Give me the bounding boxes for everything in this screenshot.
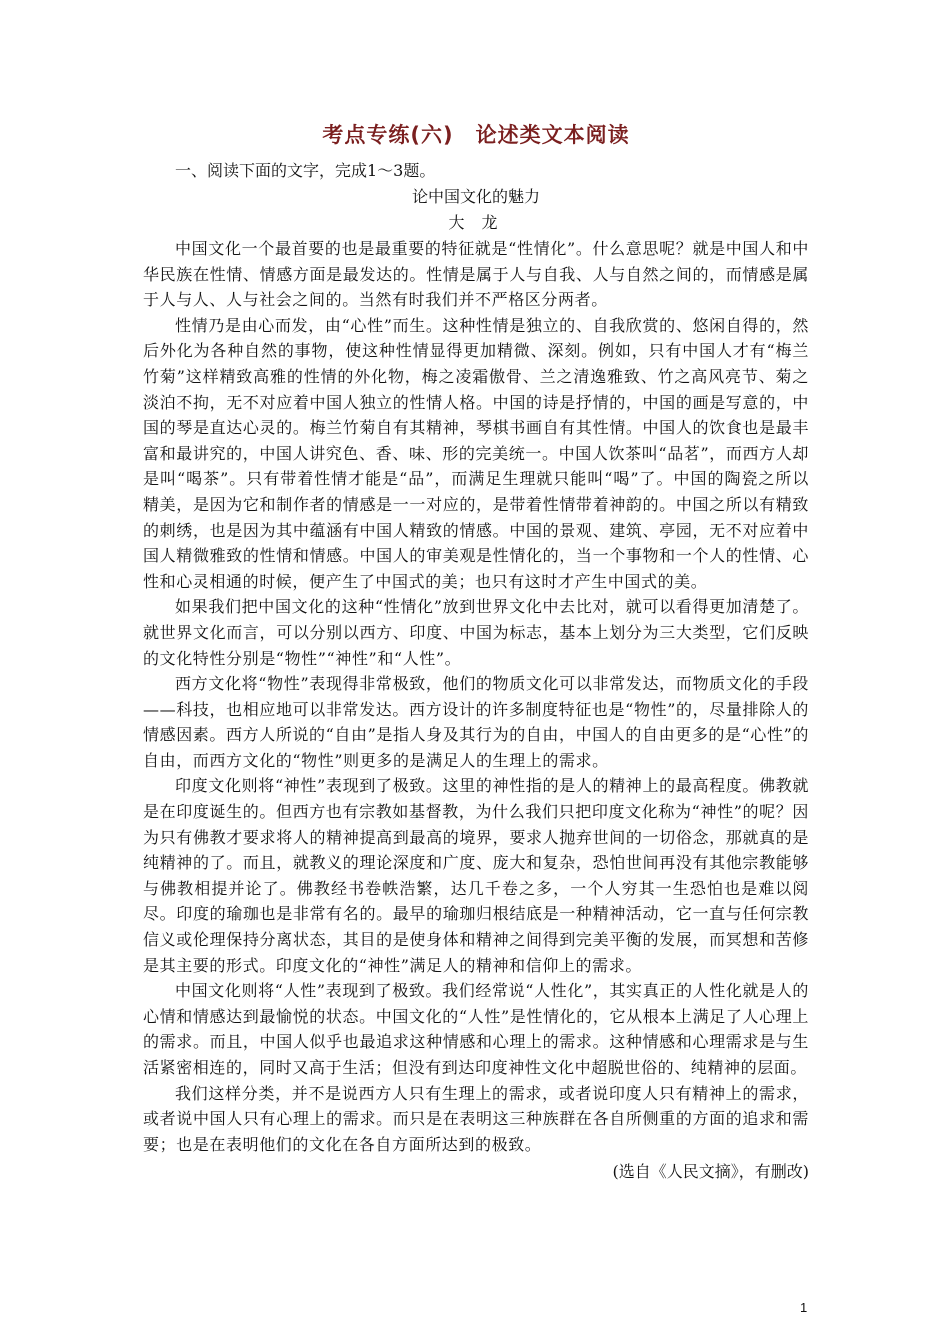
page-title: 考点专练(六) 论述类文本阅读 xyxy=(322,123,630,147)
article-source: (选自《人民文摘》，有删改) xyxy=(612,1162,809,1182)
question-instruction: 一、阅读下面的文字，完成1～3题。 xyxy=(175,161,436,180)
article-paragraph: 我们这样分类，并不是说西方人只有生理上的需求，或者说印度人只有精神上的需求，或者说中国人只有心理上的需求。而只是在表明这三种族群在各自所侧重的方面的追求和需要；也是在表明他们的文化在各自方面所达到的极致。 xyxy=(143,1083,809,1154)
article-body xyxy=(143,236,809,1157)
article-paragraph: 性情乃是由心而发，由“心性”而生。这种性情是独立的、自我欣赏的、悠闲自得的，然后外化为各种自然的事物，使这种性情显得更加精微、深刻。例如，只有中国人才有“梅兰竹菊”这样精致高雅的性情的外化物，梅之凌霜傲骨、兰之清逸雅致、竹之高风亮节、菊之淡泊不拘，无不对应着中国人独立的性情人格。中国的诗是抒情的，中国的画是写意的，中国的琴是直达心灵的。梅兰竹菊自有其精神，琴棋书画自有其性情。中国人的饮食也是最丰富和最讲究的，中国人讲究色、香、味、形的完美统一。中国人饮茶叫“品茗”，而西方人却是叫“喝茶”。只有带着性情才能是“品”，而满足生理就只能叫“喝”了。中国的陶瓷之所以精美，是因为它和制作者的情感是一一对应的，是带着性情带着神韵的。中国之所以有精致的刺绣，也是因为其中蕴涵有中国人精致的情感。中国的景观、建筑、亭园，无不对应着中国人精微雅致的性情和情感。中国人的审美观是性情化的，当一个事物和一个人的性情、心性和心灵相通的时候，便产生了中国式的美；也只有这时才产生中国式的美。 xyxy=(143,315,809,591)
article-paragraph: 印度文化则将“神性”表现到了极致。这里的神性指的是人的精神上的最高程度。佛教就是在印度诞生的。但西方也有宗教如基督教，为什么我们只把印度文化称为“神性”的呢？因为只有佛教才要求将人的精神提高到最高的境界，要求人抛弃世间的一切俗念，那就真的是纯精神的了。而且，就教义的理论深度和广度、庞大和复杂，恐怕世间再没有其他宗教能够与佛教相提并论了。佛教经书卷帙浩繁，达几千卷之多，一个人穷其一生恐怕也是难以阅尽。印度的瑜珈也是非常有名的。最早的瑜珈归根结底是一种精神活动，它一直与任何宗教信义或伦理保持分离状态，其目的是使身体和精神之间得到完美平衡的发展，而冥想和苦修是其主要的形式。印度文化的“神性”满足人的精神和信仰上的需求。 xyxy=(143,776,809,975)
article-author: 大 龙 xyxy=(448,213,504,232)
article-paragraph: 中国文化一个最首要的也是最重要的特征就是“性情化”。什么意思呢？就是中国人和中华民族在性情、情感方面是最发达的。性情是属于人与自我、人与自然之间的，而情感是属于人与人、人与社会之间的。当然有时我们并不严格区分两者。 xyxy=(143,239,809,310)
document-page xyxy=(143,118,809,1185)
article-paragraph: 西方文化将“物性”表现得非常极致，他们的物质文化可以非常发达，而物质文化的手段——科技，也相应地可以非常发达。西方设计的许多制度特征也是“物性”的，尽量排除人的情感因素。西方人所说的“自由”是指人身及其行为的自由，中国人的自由更多的是“心性”的自由，而西方文化的“物性”则更多的是满足人的生理上的需求。 xyxy=(143,674,809,770)
article-paragraph: 如果我们把中国文化的这种“性情化”放到世界文化中去比对，就可以看得更加清楚了。就世界文化而言，可以分别以西方、印度、中国为标志，基本上划分为三大类型，它们反映的文化特性分别是“物性”“神性”和“人性”。 xyxy=(143,597,809,668)
article-title: 论中国文化的魅力 xyxy=(411,187,540,206)
page-number: 1 xyxy=(800,1300,808,1315)
article-paragraph: 中国文化则将“人性”表现到了极致。我们经常说“人性化”，其实真正的人性化就是人的心情和情感达到最愉悦的状态。中国文化的“人性”是性情化的，它从根本上满足了人心理上的需求。而且，中国人似乎也最追求这种情感和心理上的需求。这种情感和心理需求是与生活紧密相连的，同时又高于生活；但没有到达印度神性文化中超脱世俗的、纯精神的层面。 xyxy=(143,981,809,1077)
